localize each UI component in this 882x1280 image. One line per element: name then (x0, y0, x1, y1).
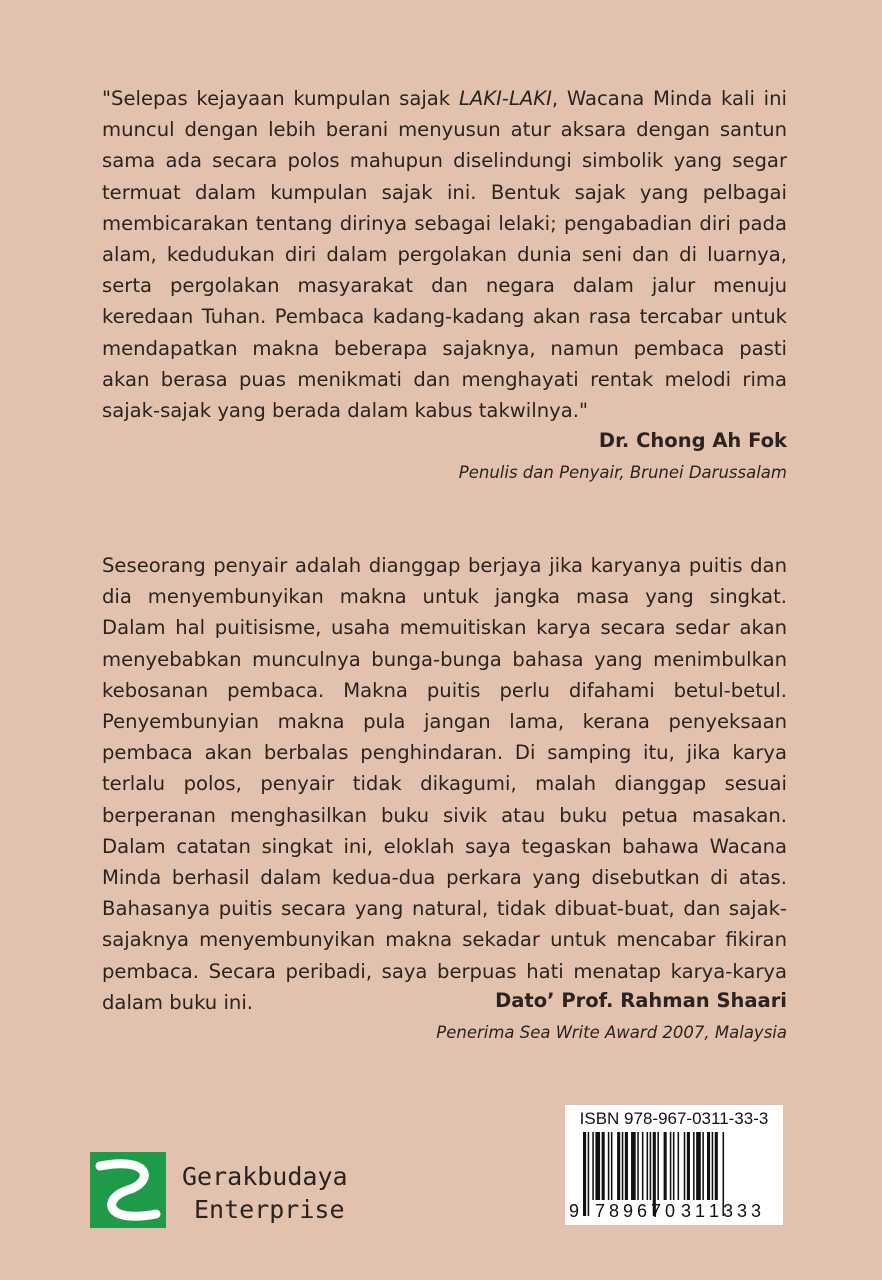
barcode-bar (625, 1132, 628, 1200)
barcode-bar (702, 1132, 704, 1200)
barcode-bar (647, 1132, 649, 1200)
barcode-bar (650, 1132, 652, 1200)
endorsement-quote-1 (102, 83, 787, 426)
gerakbudaya-logo-icon (90, 1152, 166, 1228)
barcode-bar (631, 1132, 636, 1200)
quote-1-book-title: LAKI-LAKI (458, 87, 552, 110)
barcode-digit: 0 (665, 1201, 676, 1221)
barcode-bar (642, 1132, 644, 1200)
barcode-digit: 1 (709, 1201, 720, 1221)
quote-1-part-1: "Selepas kejayaan kumpulan sajak (102, 87, 459, 110)
barcode-bar (595, 1132, 600, 1200)
isbn-barcode (565, 1105, 783, 1225)
endorsement-author-2: Dato’ Prof. Rahman Shaari (495, 989, 787, 1012)
endorsement-role-1: Penulis dan Penyair, Brunei Darussalam (458, 463, 787, 482)
endorsement-quote-2: Seseorang penyair adalah dianggap berjaya jika karyanya puitis dan dia menyembunyikan makna untuk jangka masa yang singkat. Dalam hal puitisisme, usaha memuitiskan karya secara sedar akan menyebabkan munculnya bunga-bunga bahasa yang menimbulkan kebosanan pembaca. Makna puitis perlu difahami betul-betul. Penyembunyian makna pula jangan lama, kerana penyeksaan pembaca akan berbalas penghindaran. Di samping itu, jika karya terlalu polos, penyair tidak dikagumi, malah dianggap sesuai berperanan menghasilkan buku sivik atau buku petua masakan. Dalam catatan singkat ini, eloklah saya tegaskan bahawa Wacana Minda berhasil dalam kedua-dua perkara yang disebutkan di atas. Bahasanya puitis secara yang natural, tidak dibuat-buat, dan sajak-sajaknya menyembunyikan makna sekadar untuk mencabar fikiran pembaca. Secara peribadi, saya berpuas hati menatap karya-karya dalam buku ini. (102, 554, 787, 1014)
barcode-bar (712, 1132, 714, 1200)
barcode-bar (707, 1132, 710, 1200)
isbn-label: ISBN 978-967-0311-33-3 (579, 1109, 769, 1128)
barcode-digit: 9 (623, 1201, 634, 1221)
barcode-bar (696, 1132, 701, 1200)
barcode-digit: 9 (569, 1201, 580, 1221)
publisher-name-line-1: Gerakbudaya (182, 1162, 348, 1191)
barcode-digit: 6 (637, 1201, 648, 1221)
publisher-block (90, 1150, 390, 1230)
barcode-bar (602, 1132, 605, 1200)
endorsement-author-1: Dr. Chong Ah Fok (598, 429, 787, 452)
barcode-digit: 1 (695, 1201, 706, 1221)
barcode-bar (637, 1132, 639, 1200)
barcode-bar (693, 1132, 695, 1200)
barcode-digit: 3 (723, 1201, 734, 1221)
barcode-bar (678, 1132, 680, 1200)
barcode-bar (684, 1132, 686, 1200)
endorsement-role-2: Penerima Sea Write Award 2007, Malaysia (436, 1023, 787, 1042)
barcode-digit: 7 (651, 1201, 662, 1221)
quote-1-part-2: , Wacana Minda kali ini muncul dengan lebih berani menyusun atur aksara dengan santun sama ada secara polos mahupun diselindungi simbolik yang segar termuat dalam kumpulan sajak ini. Bentuk sajak yang pelbagai membicarakan tentang dirinya sebagai lelaki; pengabadian diri pada alam, kedudukan diri dalam pergolakan dunia seni dan di luarnya, serta pergolakan masyarakat dan negara dalam jalur menuju keredaan Tuhan. Pembaca kadang-kadang akan rasa tercabar untuk mendapatkan makna beberapa sajaknya, namun pembaca pasti akan berasa puas menikmati dan menghayati rentak melodi rima sajak-sajak yang berada dalam kabus takwilnya." (102, 87, 787, 423)
barcode-bar (608, 1132, 610, 1200)
barcode-bar (622, 1132, 624, 1200)
barcode-digit: 7 (595, 1201, 606, 1221)
barcode-bar (617, 1132, 620, 1200)
barcode-digits (565, 1201, 783, 1223)
publisher-name (182, 1160, 348, 1226)
barcode-bar (715, 1132, 718, 1200)
barcode-bar (592, 1132, 594, 1200)
barcode-bar (670, 1132, 672, 1200)
barcode-bar (687, 1132, 690, 1200)
barcode-bar (611, 1132, 613, 1200)
barcode-digit: 3 (737, 1201, 748, 1221)
publisher-name-line-2: Enterprise (194, 1195, 345, 1224)
barcode-digit: 8 (609, 1201, 620, 1221)
barcode-bar (673, 1132, 675, 1200)
barcode-bar (664, 1132, 667, 1200)
barcode-digit: 3 (681, 1201, 692, 1221)
barcode-bar (657, 1132, 659, 1200)
barcode-digit: 3 (751, 1201, 762, 1221)
